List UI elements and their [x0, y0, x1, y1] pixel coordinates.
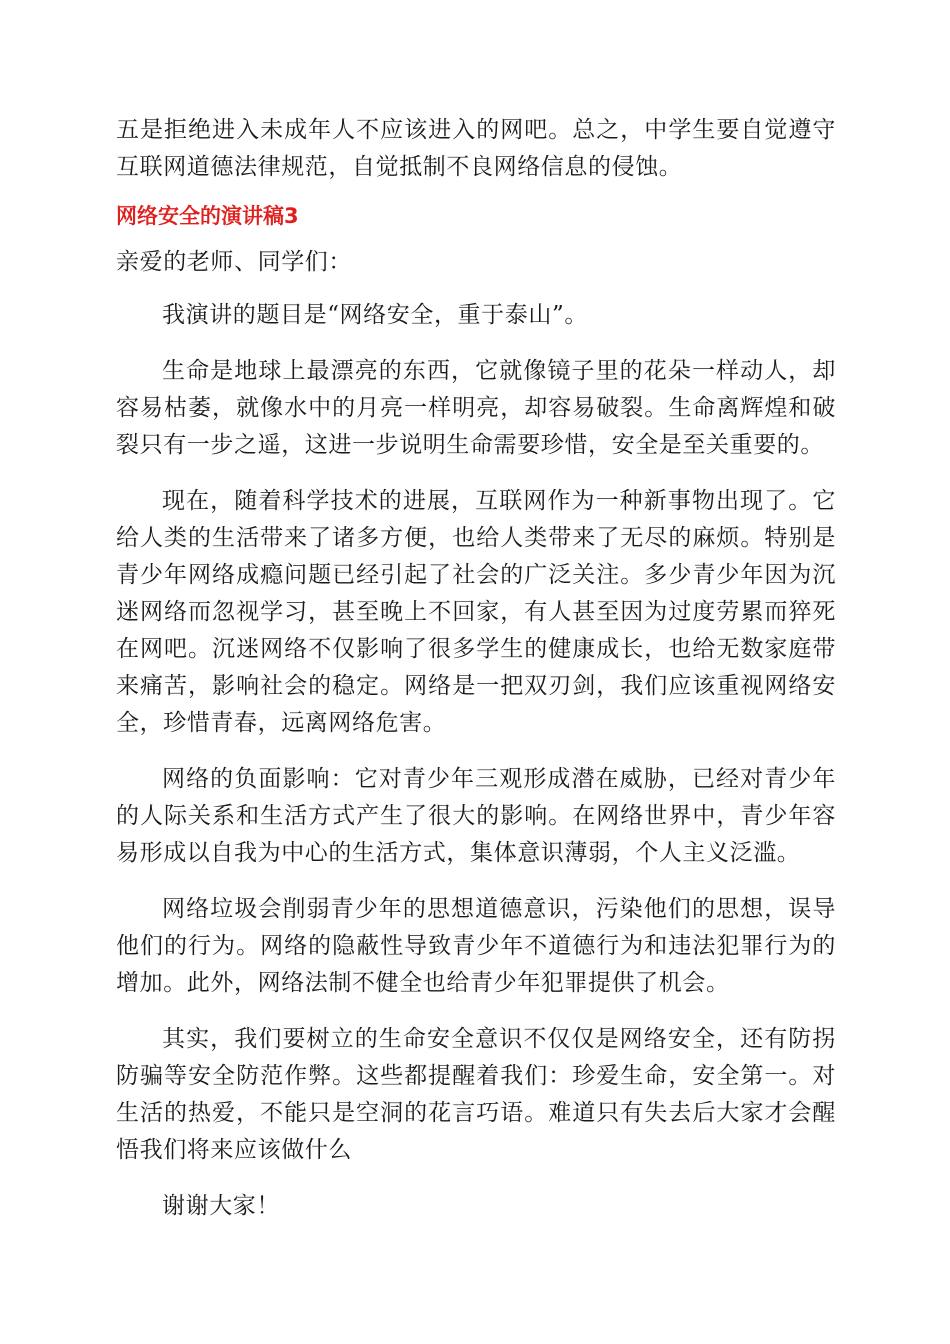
greeting: 亲爱的老师、同学们： — [116, 249, 352, 275]
section-title: 网络安全的演讲稿3 — [116, 204, 299, 228]
closing-paragraph: 谢谢大家！ — [162, 1193, 280, 1219]
intro-paragraph: 五是拒绝进入未成年人不应该进入的网吧。总之，中学生要自觉遵守互联网道德法律规范，自觉抵制不良网络信息的侵蚀。 — [116, 117, 836, 180]
speech-topic-paragraph: 我演讲的题目是“网络安全，重于泰山”。 — [162, 302, 588, 328]
document-page — [116, 112, 836, 1225]
body-paragraph: 生命是地球上最漂亮的东西，它就像镜子里的花朵一样动人，却容易枯萎，就像水中的月亮一样明亮，却容易破裂。生命离辉煌和破裂只有一步之遥，这进一步说明生命需要珍惜，安全是至关重要的。 — [116, 358, 836, 458]
body-paragraph: 其实，我们要树立的生命安全意识不仅仅是网络安全，还有防拐防骗等安全防范作弊。这些都提醒着我们：珍爱生命，安全第一。对生活的热爱，不能只是空洞的花言巧语。难道只有失去后大家才会醒悟我们将来应该做什么 — [116, 1026, 836, 1163]
body-paragraph: 现在，随着科学技术的进展，互联网作为一种新事物出现了。它给人类的生活带来了诸多方便，也给人类带来了无尽的麻烦。特别是青少年网络成瘾问题已经引起了社会的广泛关注。多少青少年因为沉迷网络而忽视学习，甚至晚上不回家，有人甚至因为过度劳累而猝死在网吧。沉迷网络不仅影响了很多学生的健康成长，也给无数家庭带来痛苦，影响社会的稳定。网络是一把双刃剑，我们应该重视网络安全，珍惜青春，远离网络危害。 — [116, 488, 836, 736]
body-paragraph: 网络垃圾会削弱青少年的思想道德意识，污染他们的思想，误导他们的行为。网络的隐蔽性导致青少年不道德行为和违法犯罪行为的增加。此外，网络法制不健全也给青少年犯罪提供了机会。 — [116, 896, 836, 996]
body-paragraph: 网络的负面影响：它对青少年三观形成潜在威胁，已经对青少年的人际关系和生活方式产生了很大的影响。在网络世界中，青少年容易形成以自我为中心的生活方式，集体意识薄弱，个人主义泛滥。 — [116, 766, 836, 866]
